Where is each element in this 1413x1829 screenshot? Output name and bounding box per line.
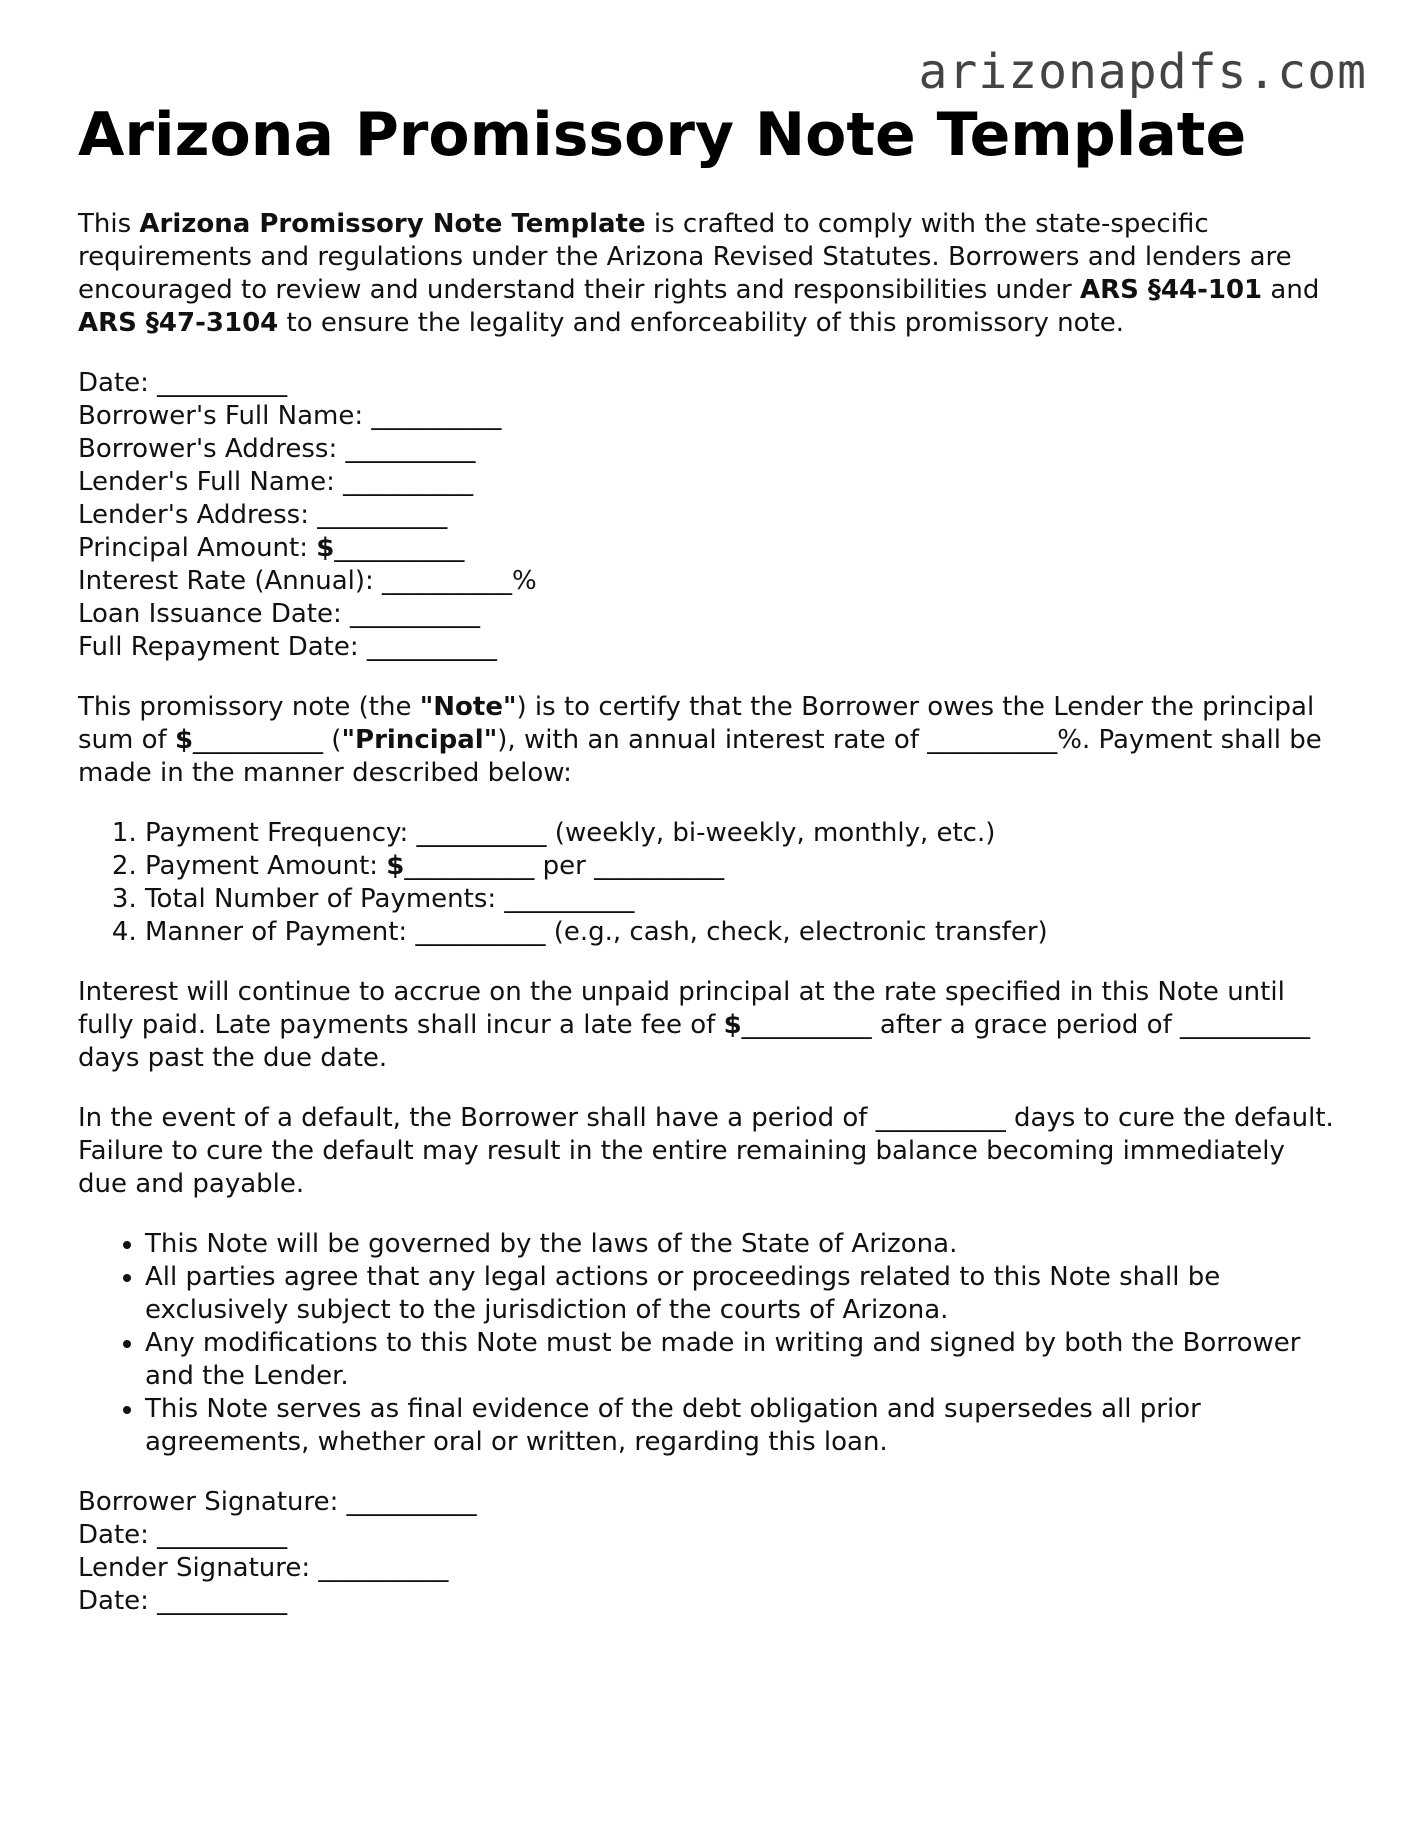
grace-period-blank[interactable]: __________ <box>1180 1010 1311 1040</box>
payment-amount-label: Payment Amount: <box>145 851 387 881</box>
interest-text-3: days past the due date. <box>78 1043 388 1073</box>
field-date <box>78 367 1338 400</box>
field-borrower-name <box>78 400 1338 433</box>
late-fee-blank[interactable]: __________ <box>741 1010 872 1040</box>
field-issuance-date-blank[interactable]: __________ <box>349 599 480 629</box>
borrower-date-blank[interactable]: __________ <box>157 1520 288 1550</box>
list-item <box>145 850 1338 883</box>
certify-text-2: ) is to certify that the Borrower owes the Lender the principal sum of <box>78 692 1315 755</box>
field-issuance-date-label: Loan Issuance Date: <box>78 599 350 629</box>
certify-text-4: ), with an annual interest rate of <box>497 725 928 755</box>
field-repayment-date-label: Full Repayment Date: <box>78 632 367 662</box>
dollar-sign: $ <box>174 725 194 755</box>
default-paragraph <box>78 1102 1338 1201</box>
payment-amount-blank[interactable]: __________ <box>404 851 535 881</box>
borrower-signature <box>78 1486 1338 1519</box>
lender-signature-date <box>78 1585 1338 1618</box>
signature-block <box>78 1486 1338 1618</box>
lender-date-blank[interactable]: __________ <box>157 1586 288 1616</box>
site-watermark: arizonapdfs.com <box>918 44 1367 100</box>
field-interest-rate-label: Interest Rate (Annual): <box>78 566 383 596</box>
field-interest-rate-blank[interactable]: __________ <box>382 566 513 596</box>
field-borrower-name-blank[interactable]: __________ <box>371 401 502 431</box>
payment-total-blank[interactable]: __________ <box>504 884 635 914</box>
borrower-signature-date <box>78 1519 1338 1552</box>
field-repayment-date-blank[interactable]: __________ <box>366 632 497 662</box>
payment-manner-note: (e.g., cash, check, electronic transfer) <box>545 917 1048 947</box>
intro-bold-statute-2: ARS §47-3104 <box>78 308 279 338</box>
default-text-2: days to cure the default. Failure to cure the default may result in the entire remaining balance becoming immediately due and payable. <box>78 1103 1334 1199</box>
field-date-label: Date: <box>78 368 158 398</box>
intro-paragraph <box>78 208 1338 340</box>
list-item: • All parties agree that any legal actions or proceedings related to this Note shall be exclusively subject to the jurisdiction of the courts of Arizona. <box>145 1261 1338 1327</box>
interest-text-1: Interest will continue to accrue on the unpaid principal at the rate specified in this Note until fully paid. Late payments shall incur a late fee of <box>78 977 1285 1040</box>
percent-sign: % <box>512 566 537 596</box>
intro-text-2: is crafted to comply with the state-specific requirements and regulations under the Arizona Revised Statutes. Borrowers and lenders are encouraged to review and understand their rights and responsibilities under <box>78 209 1292 305</box>
field-lender-name-blank[interactable]: __________ <box>343 467 474 497</box>
list-item: • This Note serves as final evidence of the debt obligation and supersedes all prior agreements, whether oral or written, regarding this loan. <box>145 1393 1338 1459</box>
list-item <box>145 817 1338 850</box>
field-date-blank[interactable]: __________ <box>157 368 288 398</box>
payment-manner-label: Manner of Payment: <box>145 917 416 947</box>
field-borrower-name-label: Borrower's Full Name: <box>78 401 372 431</box>
payment-frequency-note: (weekly, bi-weekly, monthly, etc.) <box>546 818 996 848</box>
document-page <box>78 100 1338 1645</box>
payment-frequency-label: Payment Frequency: <box>145 818 417 848</box>
list-item <box>145 883 1338 916</box>
payment-manner-blank[interactable]: __________ <box>415 917 546 947</box>
field-borrower-address-label: Borrower's Address: <box>78 434 346 464</box>
intro-bold-statute-1: ARS §44-101 <box>1079 275 1263 305</box>
field-principal-amount <box>78 532 1338 565</box>
intro-text-3: and <box>1262 275 1320 305</box>
cure-period-blank[interactable]: __________ <box>875 1103 1006 1133</box>
list-item: • This Note will be governed by the laws of the State of Arizona. <box>145 1228 1338 1261</box>
default-text-1: In the event of a default, the Borrower shall have a period of <box>78 1103 876 1133</box>
intro-bold-title: Arizona Promissory Note Template <box>139 209 646 239</box>
lender-signature <box>78 1552 1338 1585</box>
dollar-sign: $ <box>386 851 405 881</box>
borrower-signature-blank[interactable]: __________ <box>346 1487 477 1517</box>
general-terms-list <box>78 1228 1338 1459</box>
certify-text-5: %. Payment shall be made in the manner described below: <box>78 725 1322 788</box>
interest-text-2: after a grace period of <box>871 1010 1181 1040</box>
payment-period-blank[interactable]: __________ <box>594 851 725 881</box>
list-item <box>145 916 1338 949</box>
certify-principal-blank[interactable]: __________ <box>193 725 324 755</box>
field-principal-amount-label: Principal Amount: <box>78 533 317 563</box>
payment-terms-list <box>78 817 1338 949</box>
intro-text-4: to ensure the legality and enforceability of this promissory note. <box>278 308 1125 338</box>
field-borrower-address-blank[interactable]: __________ <box>345 434 476 464</box>
lender-date-label: Date: <box>78 1586 158 1616</box>
certify-bold-principal: "Principal" <box>341 725 498 755</box>
interest-paragraph <box>78 976 1338 1075</box>
field-lender-address-label: Lender's Address: <box>78 500 318 530</box>
intro-text-1: This <box>78 209 140 239</box>
field-lender-address-blank[interactable]: __________ <box>317 500 448 530</box>
field-interest-rate <box>78 565 1338 598</box>
dollar-sign: $ <box>723 1010 742 1040</box>
page-title: Arizona Promissory Note Template <box>78 100 1247 170</box>
certify-text-1: This promissory note (the <box>78 692 420 722</box>
field-borrower-address <box>78 433 1338 466</box>
certify-text-3: ( <box>323 725 342 755</box>
field-lender-address <box>78 499 1338 532</box>
certify-bold-note: "Note" <box>419 692 517 722</box>
field-principal-amount-blank[interactable]: __________ <box>334 533 465 563</box>
borrower-signature-label: Borrower Signature: <box>78 1487 347 1517</box>
field-repayment-date <box>78 631 1338 664</box>
loan-details-fields <box>78 367 1338 664</box>
certify-rate-blank[interactable]: __________ <box>927 725 1058 755</box>
payment-frequency-blank[interactable]: __________ <box>416 818 547 848</box>
field-issuance-date <box>78 598 1338 631</box>
field-lender-name <box>78 466 1338 499</box>
lender-signature-label: Lender Signature: <box>78 1553 319 1583</box>
borrower-date-label: Date: <box>78 1520 158 1550</box>
payment-per: per <box>534 851 595 881</box>
payment-total-label: Total Number of Payments: <box>145 884 505 914</box>
field-lender-name-label: Lender's Full Name: <box>78 467 344 497</box>
dollar-sign: $ <box>316 533 335 563</box>
list-item: • Any modifications to this Note must be made in writing and signed by both the Borrower and the Lender. <box>145 1327 1338 1393</box>
certify-paragraph <box>78 691 1338 790</box>
lender-signature-blank[interactable]: __________ <box>318 1553 449 1583</box>
